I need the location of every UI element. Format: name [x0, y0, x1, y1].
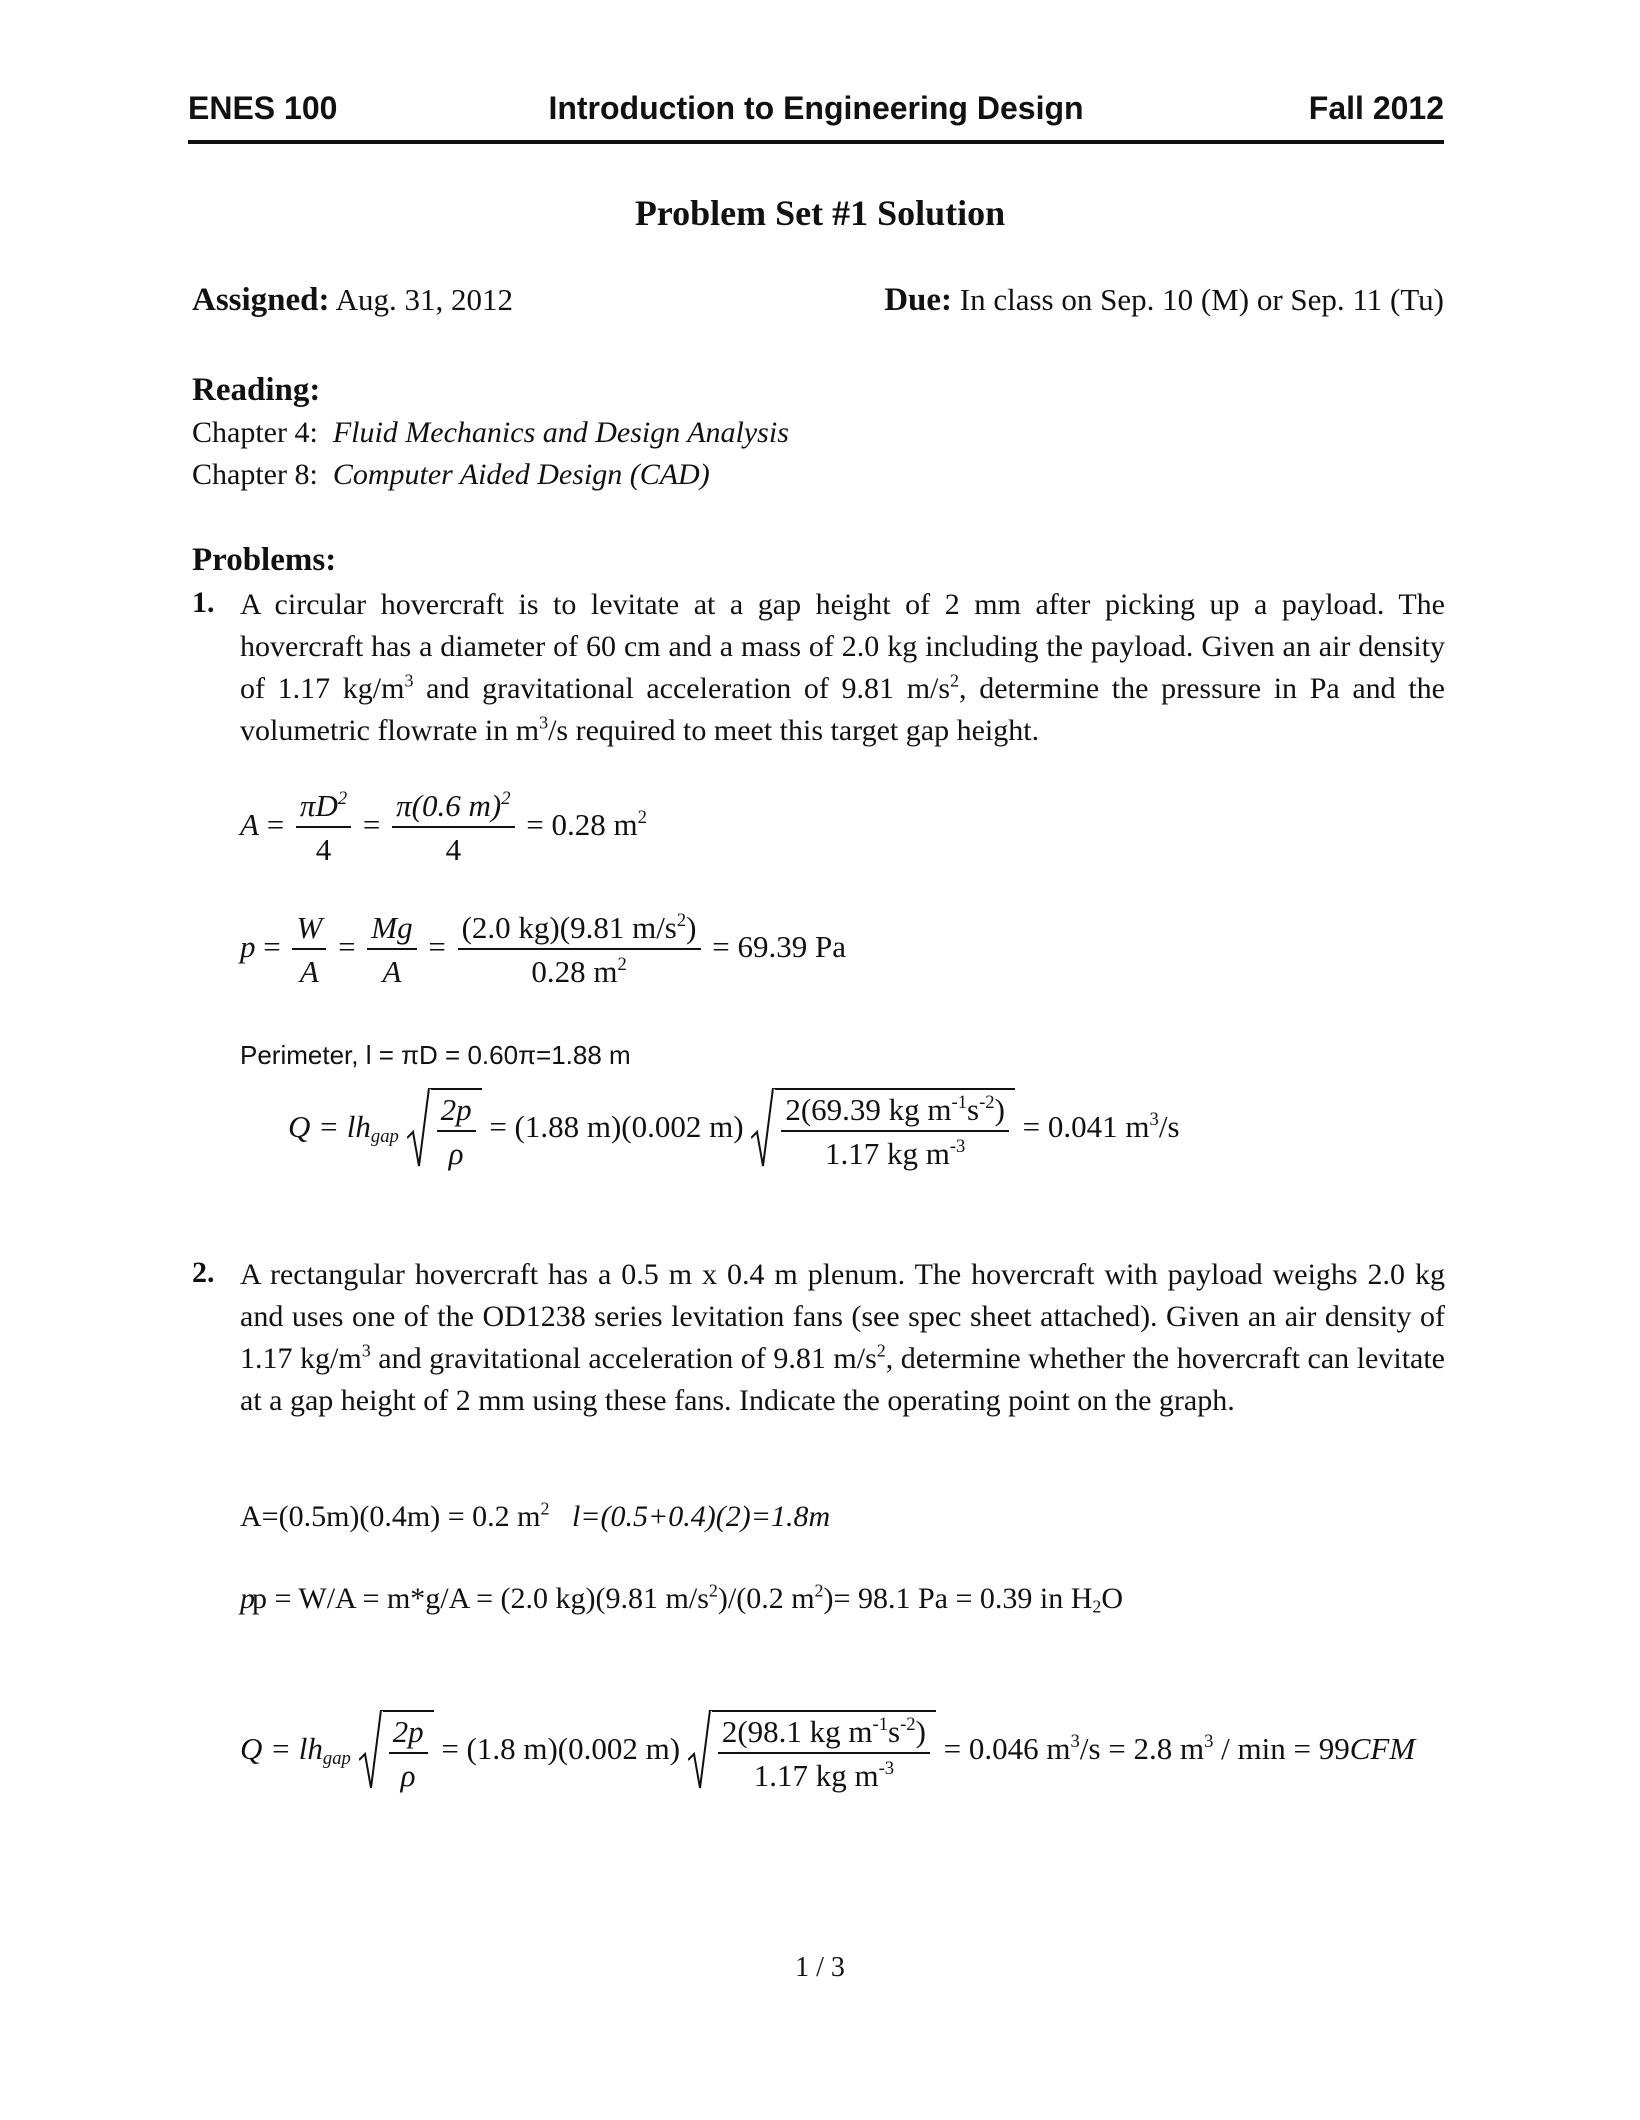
problem-1-number: 1. — [192, 586, 215, 619]
reading-item-title: Computer Aided Design (CAD) — [332, 458, 710, 491]
due-value: In class on Sep. 10 (M) or Sep. 11 (Tu) — [959, 282, 1444, 317]
pressure-equation: p = $\frac{W}{A}$ = $\frac{Mg}{A}$ = $\frac{(2.0 kg)(9.81 m/s^2)}{0.28 m^2}$ = 69.39 Pa — [240, 909, 846, 989]
course-code: ENES 100 — [188, 90, 338, 126]
due-label: Due: — [884, 282, 953, 318]
reading-item — [192, 458, 710, 492]
term: Fall 2012 — [1308, 90, 1444, 126]
assigned-value: Aug. 31, 2012 — [335, 282, 513, 317]
reading-heading: Reading: — [192, 372, 321, 408]
assigned-date — [192, 282, 513, 319]
area-perimeter-line: A=(0.5m)(0.4m) = 0.2 $m^2$ l=(0.5+0.4)(2)=1.8m — [240, 1498, 831, 1533]
problems-heading: Problems: — [192, 542, 337, 578]
reading-item-prefix: Chapter 4: — [192, 416, 318, 449]
problem-2-text: A rectangular hovercraft has a 0.5 m x 0.4 m plenum. The hovercraft with payload weighs 2.0 kg and uses one of the OD1238 series levitation fans (see spec sheet attached). Given an air density of 1.17 $kg/m^3$ and gravitational acceleration of 9.81 $m/s^2$, determine whether the hovercraft can levitate at a gap height of 2 mm using these fans. Indicate the operating point on the graph. — [240, 1258, 1445, 1417]
area-equation: A = $\frac{\pi D^2}{4}$ = $\frac{\pi(0.6 m)^2}{4}$ = 0.28 $m^2$ — [240, 787, 647, 867]
course-title: Introduction to Engineering Design — [548, 90, 1084, 126]
due-date — [884, 282, 1444, 319]
problem-1-text: A circular hovercraft is to levitate at a gap height of 2 mm after picking up a payload. The hovercraft has a diameter of 60 cm and a mass of 2.0 kg including the payload. Given an air density of 1.17 $kg/m^3$ and gravitational acceleration of 9.81 $m/s^2$, determine the pressure in Pa and the volumetric flowrate in $m^3/s$ required to meet this target gap height. — [240, 588, 1445, 747]
reading-item-title: Fluid Mechanics and Design Analysis — [332, 416, 789, 449]
page-header — [188, 90, 1444, 138]
perimeter-line: Perimeter, l = πD = 0.60π=1.88 m — [240, 1040, 631, 1070]
page-title: Problem Set #1 Solution — [634, 193, 1006, 233]
pressure-line: pp = W/A = m*g/A = (2.0 kg)(9.81 $m/s^2)/(0.2$ $m^2)= 98.1$ Pa = 0.39 in $H_2O$ — [240, 1580, 1124, 1617]
reading-item-prefix: Chapter 8: — [192, 458, 318, 491]
header-rule — [188, 140, 1444, 144]
flow-equation-1: $Q = lh_{gap}$ $\frac{2p}{\rho}$ = (1.88 m)(0.002 m) $\frac{2(69.39 kg m^{-1}s^{-2})}{1.17 kg m^{-3}}$ = 0.041 $m^3/s$ — [288, 1088, 1180, 1172]
problem-2-number: 2. — [192, 1256, 215, 1289]
flow-equation-2: $Q = lh_{gap}$ $\frac{2p}{\rho}$ = (1.8 m)(0.002 m) $\frac{2(98.1 kg m^{-1}s^{-2})}{1.17 kg m^{-3}}$ = 0.046 $m^3/s = 2.8$ $m^3 / \min = 99CFM$ — [240, 1710, 1415, 1794]
page-number: 1 / 3 — [795, 1952, 845, 1983]
assigned-label: Assigned: — [192, 282, 330, 318]
reading-item — [192, 416, 789, 450]
